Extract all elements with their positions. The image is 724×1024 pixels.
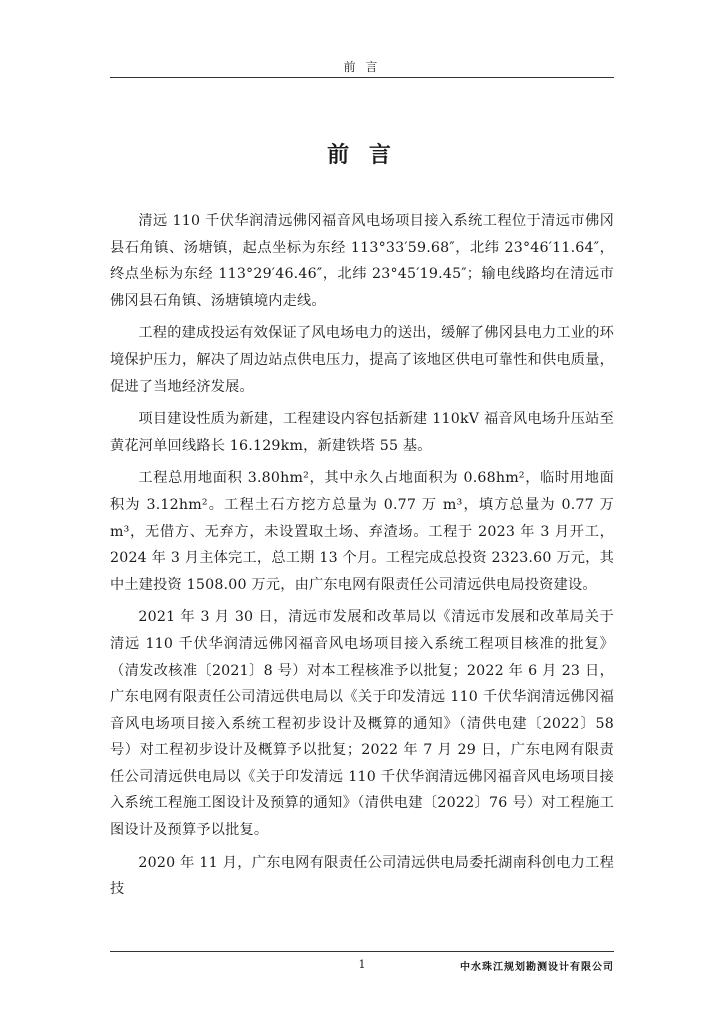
paragraph-commission: 2020 年 11 月，广东电网有限责任公司清远供电局委托湖南科创电力工程技 — [110, 854, 614, 898]
footer-rule — [110, 951, 614, 952]
paragraph-location: 清远 110 千伏华润清远佛冈福音风电场项目接入系统工程位于清远市佛冈县石角镇、汤塘镇，起点坐标为东经 113°33′59.68″，北纬 23°46′11.64″，终点坐标为东经 113°29′46.46″，北纬 23°45′19.45″；输电线路均在清远市佛冈县石角镇、汤塘镇境内走线。 — [110, 213, 614, 309]
paragraph-approvals: 2021 年 3 月 30 日，清远市发展和改革局以《清远市发展和改革局关于清远 110 千伏华润清远佛冈福音风电场项目接入系统工程项目核准的批复》（清发改核准〔2021〕8 号）对本工程核准予以批复；2022 年 6 月 23 日，广东电网有限责任公司清远供电局以《关于印发清远 110 千伏华润清远佛冈福音风电场项目接入系统工程初步设计及概算的通知》（清供电建〔2022〕58 号）对工程初步设计及概算予以批复；2022 年 7 月 29 日，广东电网有限责任公司清远供电局以《关于印发清远 110 千伏华润清远佛冈福音风电场项目接入系统工程施工图设计及预算的通知》（清供电建〔2022〕76 号）对工程施工图设计及预算予以批复。 — [110, 609, 614, 839]
footer-organization: 中水珠江规划勘测设计有限公司 — [460, 962, 614, 973]
paragraph-construction-scope: 项目建设性质为新建，工程建设内容包括新建 110kV 福音风电场升压站至黄花河单回线路长 16.129km，新建铁塔 55 基。 — [110, 411, 614, 454]
paragraph-benefits: 工程的建成投运有效保证了风电场电力的送出，缓解了佛冈县电力工业的环境保护压力，解决了周边站点供电压力，提高了该地区供电可靠性和供电质量，促进了当地经济发展。 — [110, 325, 614, 395]
document-body — [110, 208, 614, 909]
header-rule — [110, 77, 614, 78]
running-header-title: 前 言 — [343, 60, 381, 74]
page-number: 1 — [358, 958, 366, 971]
page-title: 前 言 — [327, 142, 397, 168]
paragraph-land-and-investment: 工程总用地面积 3.80hm²，其中永久占地面积为 0.68hm²，临时用地面积为 3.12hm²。工程土石方挖方总量为 0.77 万 m³，填方总量为 0.77 万 m³，无借方、无弃方，未设置取土场、弃渣场。工程于 2023 年 3 月开工，2024 年 3 月主体完工，总工期 13 个月。工程完成总投资 2323.60 万元，其中土建投资 1508.00 万元，由广东电网有限责任公司清远供电局投资建设。 — [110, 470, 614, 593]
